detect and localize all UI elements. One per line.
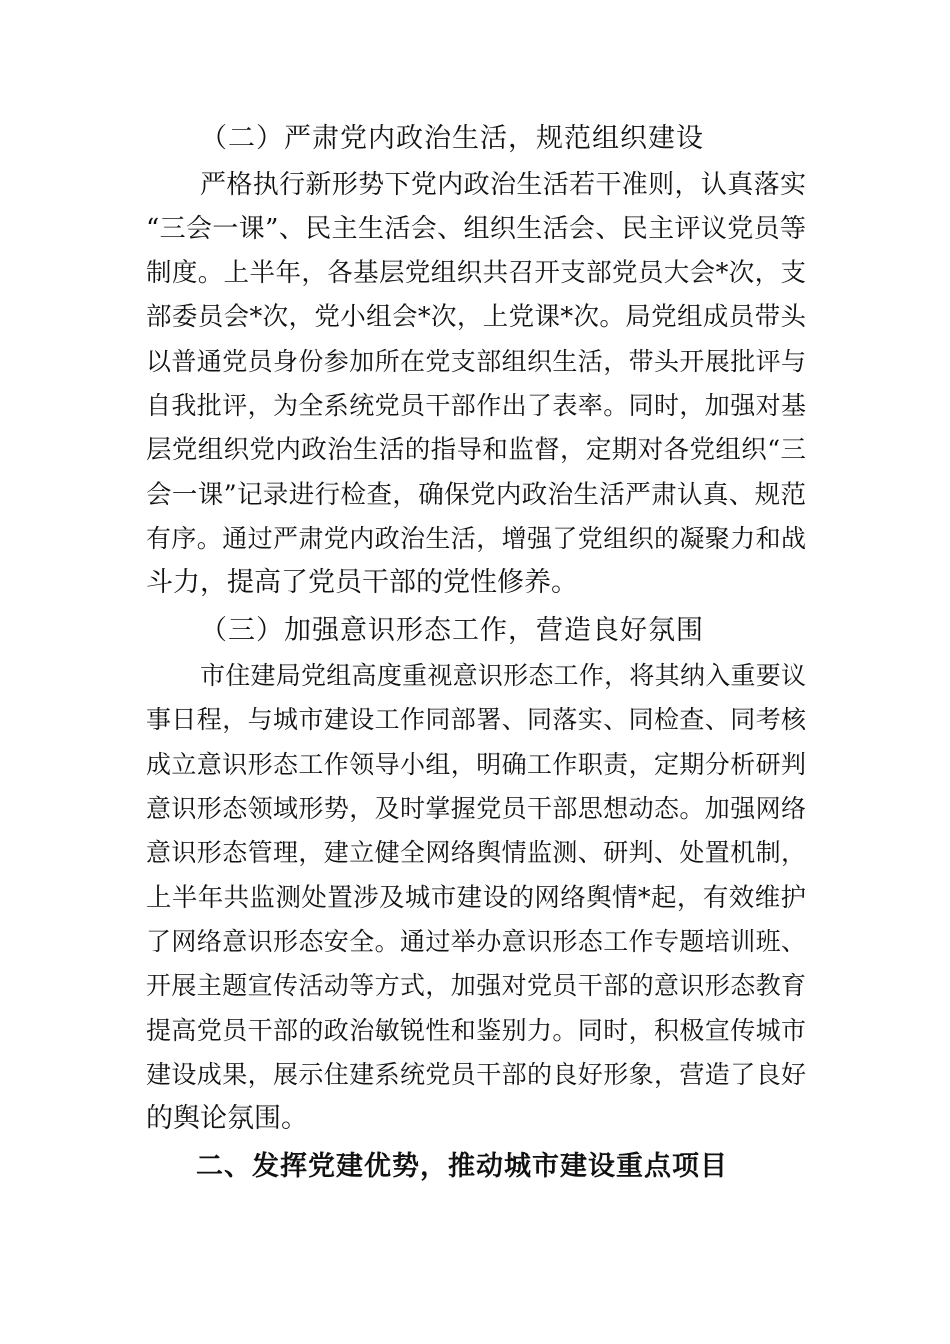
paragraph-line: 部委员会*次，党小组会*次，上党课*次。局党组成员带头	[146, 302, 806, 332]
paragraph-line: 严格执行新形势下党内政治生活若干准则，认真落实	[200, 170, 806, 200]
section-2-heading: 二、发挥党建优势，推动城市建设重点项目	[196, 1151, 728, 1182]
paragraph-line: 意识形态管理，建立健全网络舆情监测、研判、处置机制，	[146, 838, 806, 867]
subsection-3-heading: （三）加强意识形态工作，营造良好氛围	[200, 615, 704, 646]
paragraph-line: 斗力，提高了党员干部的党性修养。	[146, 567, 578, 598]
paragraph-line: 的舆论氛围。	[146, 1103, 308, 1134]
paragraph-line: 以普通党员身份参加所在党支部组织生活，带头开展批评与	[146, 347, 806, 376]
subsection-2-heading: （二）严肃党内政治生活，规范组织建设	[200, 123, 704, 154]
paragraph-line: 自我批评，为全系统党员干部作出了表率。同时，加强对基	[146, 391, 806, 420]
paragraph-line: 层党组织党内政治生活的指导和监督，定期对各党组织“三	[146, 435, 806, 465]
paragraph-line: 上半年共监测处置涉及城市建设的网络舆情*起，有效维护	[146, 883, 806, 913]
paragraph-line: 有序。通过严肃党内政治生活，增强了党组织的凝聚力和战	[146, 524, 806, 553]
paragraph-line: 了网络意识形态安全。通过举办意识形态工作专题培训班、	[146, 927, 806, 956]
paragraph-line: 会一课”记录进行检查，确保党内政治生活严肃认真、规范	[146, 480, 806, 510]
paragraph-line: 建设成果，展示住建系统党员干部的良好形象，营造了良好	[146, 1060, 806, 1089]
paragraph-line: 提高党员干部的政治敏锐性和鉴别力。同时，积极宣传城市	[146, 1016, 806, 1045]
paragraph-line: 成立意识形态工作领导小组，明确工作职责，定期分析研判	[146, 750, 806, 779]
paragraph-line: 制度。上半年，各基层党组织共召开支部党员大会*次，支	[146, 258, 806, 288]
paragraph-line: 开展主题宣传活动等方式，加强对党员干部的意识形态教育	[146, 971, 806, 1000]
paragraph-line: 意识形态领域形势，及时掌握党员干部思想动态。加强网络	[146, 794, 806, 823]
paragraph-line: 市住建局党组高度重视意识形态工作，将其纳入重要议	[200, 661, 806, 690]
paragraph-line: 事日程，与城市建设工作同部署、同落实、同检查、同考核	[146, 705, 806, 734]
paragraph-line: “三会一课”、民主生活会、组织生活会、民主评议党员等	[146, 214, 806, 244]
